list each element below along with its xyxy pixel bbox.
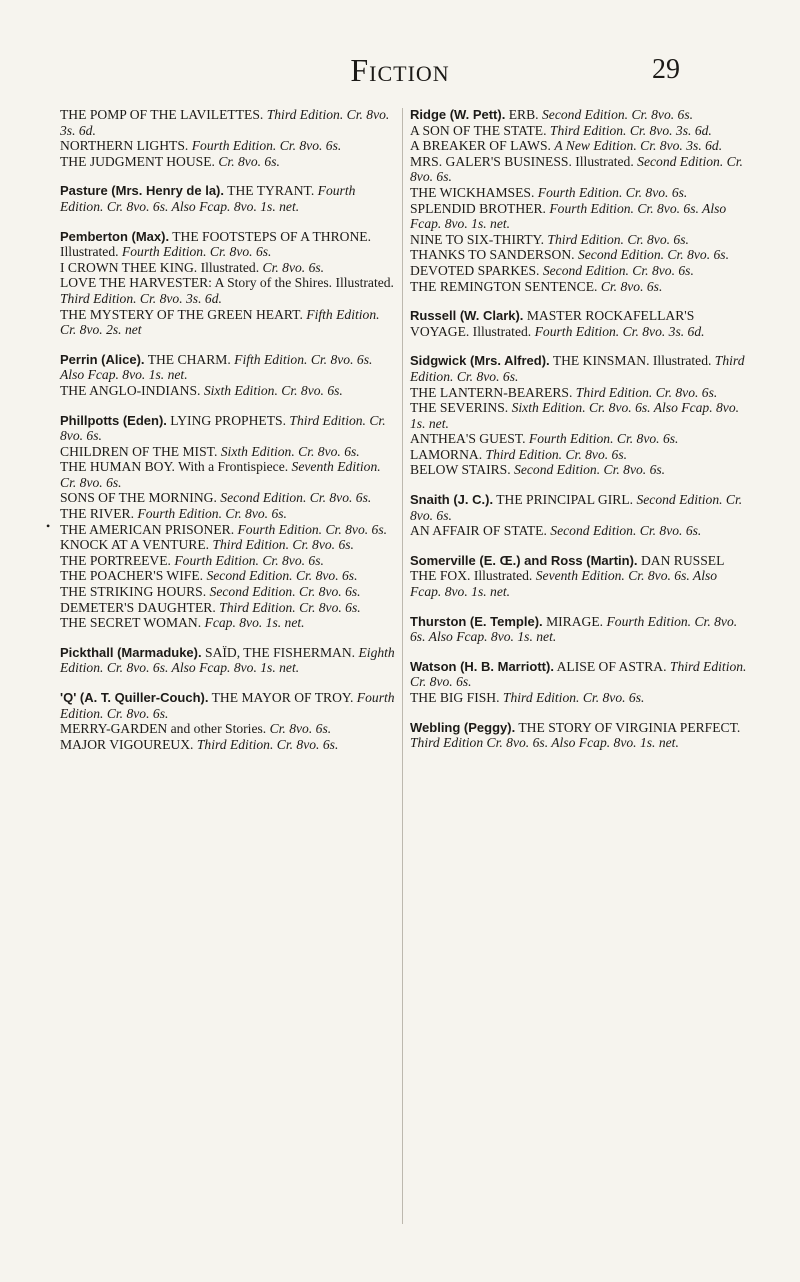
page-header [0, 52, 800, 92]
title-entry [410, 107, 750, 123]
book-title: THE BIG FISH. [410, 690, 500, 705]
book-title: SONS OF THE MORNING. [60, 490, 217, 506]
title-entry [60, 183, 396, 214]
book-title: MIRAGE. [546, 613, 604, 629]
edition-info: Second Edition. Cr. 8vo. 6s. [542, 107, 694, 122]
title-entry [410, 447, 750, 463]
edition-info: Third Edition. Cr. 8vo. 6s. [502, 690, 645, 705]
edition-info: Fourth Edition. Cr. 8vo. 6s. [174, 552, 324, 568]
edition-info: Fourth Edition. Cr. 8vo. 6s. Also Fcap. 8vo. 1s. net. [410, 613, 738, 645]
book-title: THE REMINGTON SENTENCE. [410, 278, 598, 294]
edition-info: Second Edition. Cr. 8vo. 6s. [550, 523, 702, 539]
edition-info: Third Edition. Cr. 8vo. 6s. [196, 736, 339, 752]
edition-info: Fourth Edition. Cr. 8vo. 6s. Also Fcap. 8vo. 1s. net. [60, 183, 356, 214]
title-entry [60, 615, 396, 631]
title-entry [410, 308, 750, 339]
edition-info: Cr. 8vo. 6s. [262, 259, 325, 275]
book-title: THE MAYOR OF TROY. [211, 690, 354, 705]
edition-info: Cr. 8vo. 6s. [269, 721, 332, 737]
book-title: A SON OF THE STATE. [410, 122, 547, 138]
edition-info: Third Edition. Cr. 8vo. 6s. [219, 599, 361, 615]
title-entry [410, 690, 750, 706]
page-title: Fiction [350, 52, 450, 88]
book-title: THE SEVERINS. [410, 400, 509, 416]
left-column [60, 107, 396, 766]
author-name: 'Q' (A. T. Quiller-Couch). [60, 690, 209, 705]
title-entry [60, 383, 396, 399]
book-title: THE HUMAN BOY. With a Frontispiece. [60, 459, 289, 475]
edition-info: Second Edition. Cr. 8vo. 6s. [206, 568, 358, 584]
author-name: Pemberton (Max). [60, 228, 170, 244]
book-title: ERB. [508, 107, 539, 122]
edition-info: A New Edition. Cr. 8vo. 3s. 6d. [554, 138, 723, 154]
book-title: A BREAKER OF LAWS. [410, 138, 551, 154]
book-title: THE STORY OF VIRGINIA PERFECT. [518, 719, 741, 735]
book-title: ANTHEA'S GUEST. [410, 431, 526, 447]
book-title: DEMETER'S DAUGHTER. [60, 599, 216, 615]
edition-info: Second Edition. Cr. 8vo. 6s. [410, 153, 743, 185]
edition-info: Second Edition. Cr. 8vo. 6s. [514, 462, 666, 478]
title-entry [60, 553, 396, 569]
title-entry [60, 154, 396, 170]
title-entry [60, 229, 396, 260]
margin-bullet-mark: • [46, 519, 51, 533]
author-group [410, 308, 750, 339]
title-entry [60, 645, 396, 676]
edition-info: Sixth Edition. Cr. 8vo. 6s. [203, 382, 343, 398]
title-entry [410, 431, 750, 447]
author-name: Thurston (E. Temple). [410, 613, 543, 629]
right-column [410, 107, 750, 765]
author-group [60, 352, 396, 399]
book-title: THE PRINCIPAL GIRL. [496, 492, 634, 508]
author-group [410, 107, 750, 294]
edition-info: Third Edition. Cr. 8vo. 6s. [575, 384, 718, 400]
author-name: Pickthall (Marmaduke). [60, 644, 202, 660]
title-entry [410, 400, 750, 431]
edition-info: Fcap. 8vo. 1s. net. [204, 615, 305, 631]
title-entry [410, 154, 750, 185]
edition-info: Fourth Edition. Cr. 8vo. 6s. [121, 244, 272, 260]
book-title: THE TYRANT. [227, 183, 315, 199]
title-entry [410, 232, 750, 248]
book-title: THE JUDGMENT HOUSE. [60, 153, 215, 169]
title-entry [410, 138, 750, 154]
title-entry [410, 462, 750, 478]
edition-info: Third Edition. Cr. 8vo. 6s. [60, 412, 386, 444]
edition-info: Third Edition Cr. 8vo. 6s. Also Fcap. 8vo. 1s. net. [410, 735, 679, 751]
edition-info: Third Edition. Cr. 8vo. 6s. [410, 658, 747, 690]
edition-info: Fourth Edition. Cr. 8vo. 6s. [528, 431, 679, 447]
title-entry [60, 537, 396, 553]
book-title: LOVE THE HARVESTER: A Story of the Shires. Illustrated. [60, 275, 394, 291]
author-name: Webling (Peggy). [410, 719, 516, 735]
edition-info: Fourth Edition. Cr. 8vo. 6s. [237, 521, 388, 537]
author-name: Pasture (Mrs. Henry de la). [60, 183, 224, 199]
title-entry [60, 737, 396, 753]
author-name: Snaith (J. C.). [410, 492, 494, 508]
book-title: CHILDREN OF THE MIST. [60, 443, 218, 459]
edition-info: Fourth Edition. Cr. 8vo. 6s. [537, 184, 688, 200]
edition-info: Fifth Edition. Cr. 8vo. 6s. Also Fcap. 8vo. 1s. net. [60, 351, 373, 383]
book-title: NINE TO SIX-THIRTY. [410, 231, 544, 247]
title-entry [60, 600, 396, 616]
title-entry [60, 522, 396, 538]
author-name: Somerville (E. Œ.) and Ross (Martin). [410, 552, 638, 568]
book-title: KNOCK AT A VENTURE. [60, 537, 210, 553]
edition-info: Fourth Edition. Cr. 8vo. 3s. 6d. [534, 323, 705, 339]
title-entry [60, 444, 396, 460]
book-title: MRS. GALER'S BUSINESS. Illustrated. [410, 153, 634, 169]
title-entry [60, 721, 396, 737]
page-number: 29 [652, 54, 680, 85]
title-entry [410, 492, 750, 523]
author-name: Watson (H. B. Marriott). [410, 658, 554, 674]
book-title: THE AMERICAN PRISONER. [60, 521, 235, 537]
title-entry [410, 385, 750, 401]
edition-info: Third Edition. Cr. 8vo. 3s. 6d. [60, 107, 390, 138]
book-title: I CROWN THEE KING. Illustrated. [60, 259, 260, 275]
title-entry [60, 413, 396, 444]
edition-info: Second Edition. Cr. 8vo. 6s. [209, 584, 361, 600]
book-title: MASTER ROCKAFELLAR'S VOYAGE. Illustrated. [410, 308, 695, 339]
author-group [60, 229, 396, 338]
edition-info: Eighth Edition. Cr. 8vo. 6s. Also Fcap. 8vo. 1s. net. [60, 644, 395, 676]
book-title: SPLENDID BROTHER. [410, 200, 546, 216]
title-entry [60, 107, 396, 138]
book-title: MAJOR VIGOUREUX. [60, 736, 194, 752]
edition-info: Sixth Edition. Cr. 8vo. 6s. [220, 443, 360, 459]
book-title: LYING PROPHETS. [170, 412, 287, 428]
author-group [60, 107, 396, 169]
edition-info: Third Edition. Cr. 8vo. 6s. [410, 353, 745, 384]
title-entry [60, 352, 396, 383]
edition-info: Fourth Edition. Cr. 8vo. 6s. [60, 690, 395, 721]
edition-info: Fourth Edition. Cr. 8vo. 6s. [191, 138, 342, 154]
title-entry [60, 584, 396, 600]
book-title: THANKS TO SANDERSON. [410, 247, 575, 263]
edition-info: Fifth Edition. Cr. 8vo. 2s. net [60, 306, 380, 338]
title-entry [60, 690, 396, 721]
book-title: THE SECRET WOMAN. [60, 615, 202, 631]
book-title: THE MYSTERY OF THE GREEN HEART. [60, 306, 303, 322]
author-group [60, 690, 396, 752]
book-title: DEVOTED SPARKES. [410, 262, 540, 278]
author-group [410, 353, 750, 478]
book-title: DAN RUSSEL THE FOX. Illustrated. [410, 552, 724, 584]
author-group [410, 614, 750, 645]
edition-info: Third Edition. Cr. 8vo. 3s. 6d. [60, 290, 222, 306]
author-group [410, 553, 750, 600]
title-entry [410, 123, 750, 139]
book-title: MERRY-GARDEN and other Stories. [60, 721, 267, 737]
column-divider [402, 108, 403, 1224]
book-title: ALISE OF ASTRA. [556, 658, 667, 674]
author-name: Sidgwick (Mrs. Alfred). [410, 353, 550, 369]
title-entry [60, 307, 396, 338]
book-title: THE STRIKING HOURS. [60, 584, 207, 600]
title-entry [410, 720, 750, 751]
edition-info: Third Edition. Cr. 8vo. 6s. [212, 537, 354, 553]
edition-info: Cr. 8vo. 6s. [218, 153, 280, 169]
book-title: THE KINSMAN. Illustrated. [552, 353, 712, 369]
title-entry [410, 263, 750, 279]
title-entry [60, 275, 396, 306]
edition-info: Fourth Edition. Cr. 8vo. 6s. [137, 506, 287, 522]
author-group [410, 659, 750, 706]
edition-info: Third Edition. Cr. 8vo. 6s. [485, 446, 628, 462]
author-group [60, 183, 396, 214]
edition-info: Cr. 8vo. 6s. [600, 278, 663, 294]
author-group [60, 645, 396, 676]
title-entry [410, 523, 750, 539]
title-entry [410, 247, 750, 263]
book-title: NORTHERN LIGHTS. [60, 138, 189, 154]
book-title: LAMORNA. [410, 446, 483, 462]
title-entry [410, 279, 750, 295]
edition-info: Seventh Edition. Cr. 8vo. 6s. Also Fcap. 8vo. 1s. net. [410, 568, 718, 600]
edition-info: Second Edition. Cr. 8vo. 6s. [542, 262, 694, 278]
title-entry [410, 353, 750, 384]
book-title: THE WICKHAMSES. [410, 184, 535, 200]
author-group [410, 720, 750, 751]
edition-info: Sixth Edition. Cr. 8vo. 6s. Also Fcap. 8vo. 1s. net. [410, 400, 740, 431]
title-entry [410, 201, 750, 232]
edition-info: Second Edition. Cr. 8vo. 6s. [220, 490, 372, 506]
book-title: THE LANTERN-BEARERS. [410, 384, 573, 400]
title-entry [60, 568, 396, 584]
title-entry [410, 614, 750, 645]
edition-info: Third Edition. Cr. 8vo. 3s. 6d. [549, 122, 712, 138]
author-group [410, 492, 750, 539]
author-name: Ridge (W. Pett). [410, 107, 506, 122]
book-title: BELOW STAIRS. [410, 462, 511, 478]
edition-info: Second Edition. Cr. 8vo. 6s. [410, 492, 743, 523]
author-name: Perrin (Alice). [60, 351, 145, 367]
title-entry [60, 459, 396, 490]
book-title: THE POMP OF THE LAVILETTES. [60, 107, 264, 122]
title-entry [60, 138, 396, 154]
title-entry [60, 260, 396, 276]
book-title: THE POACHER'S WIFE. [60, 568, 204, 584]
title-entry [60, 490, 396, 506]
title-entry [60, 506, 396, 522]
title-entry [410, 659, 750, 690]
edition-info: Fourth Edition. Cr. 8vo. 6s. Also Fcap. 8vo. 1s. net. [410, 200, 727, 232]
book-title: THE RIVER. [60, 506, 135, 522]
book-title: SAÏD, THE FISHERMAN. [205, 644, 356, 660]
book-title: THE PORTREEVE. [60, 552, 171, 568]
edition-info: Seventh Edition. Cr. 8vo. 6s. [60, 459, 381, 490]
edition-info: Second Edition. Cr. 8vo. 6s. [577, 247, 729, 263]
title-entry [410, 553, 750, 600]
author-name: Russell (W. Clark). [410, 308, 524, 324]
author-group [60, 413, 396, 631]
book-title: THE FOOTSTEPS OF A THRONE. Illustrated. [60, 228, 372, 260]
book-title: AN AFFAIR OF STATE. [410, 523, 547, 539]
book-title: THE ANGLO-INDIANS. [60, 382, 201, 398]
author-name: Phillpotts (Eden). [60, 412, 167, 428]
edition-info: Third Edition. Cr. 8vo. 6s. [547, 231, 689, 247]
title-entry [410, 185, 750, 201]
book-title: THE CHARM. [147, 351, 231, 367]
